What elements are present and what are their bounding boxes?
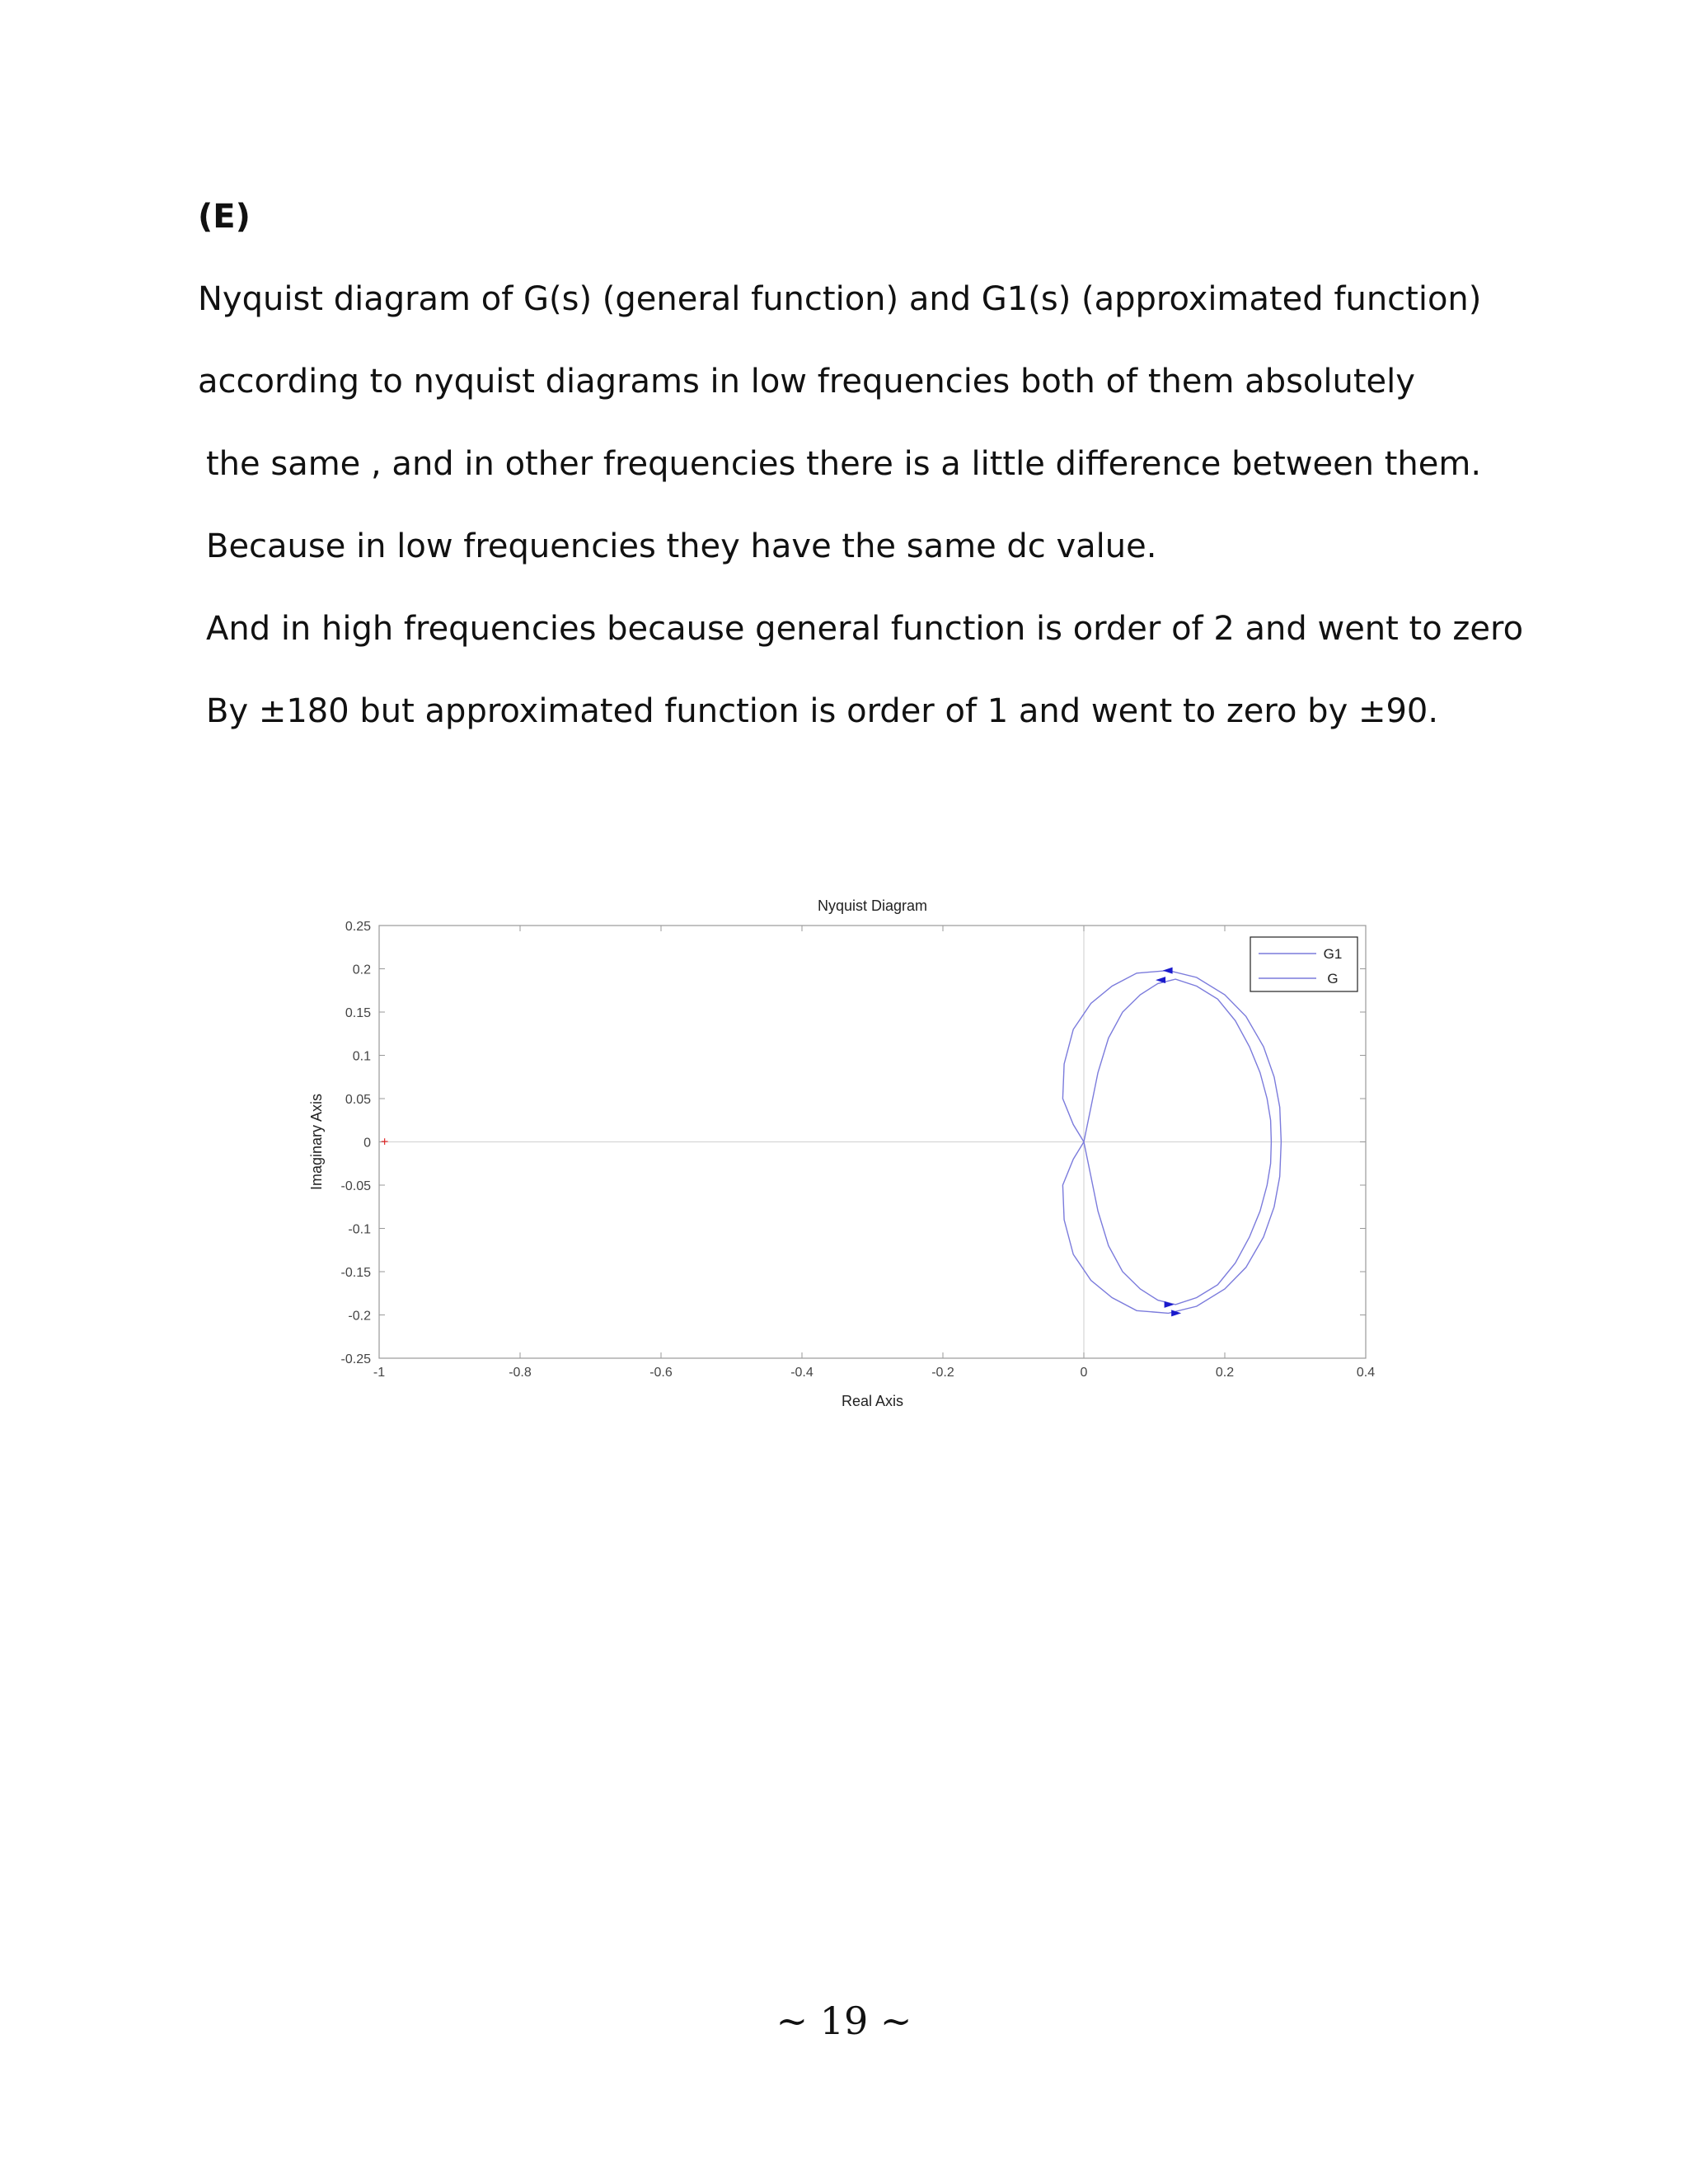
paragraph-line-1: Nyquist diagram of G(s) (general function) and G1(s) (approximated function) [198,280,1482,318]
y-tick-label: 0.25 [345,920,371,934]
legend-label-g: G [1327,971,1339,987]
y-tick-label: 0 [363,1136,371,1151]
paragraph-line-2: according to nyquist diagrams in low frequencies both of them absolutely [198,363,1415,401]
x-tick-label: -0.4 [790,1366,814,1380]
paragraph-line-6: By ±180 but approximated function is order of 1 and went to zero by ±90. [206,692,1439,730]
x-tick-label: 0.2 [1215,1366,1235,1380]
y-tick-label: 0.15 [345,1006,371,1020]
x-tick-label: -0.2 [931,1366,954,1380]
chart-title: Nyquist Diagram [817,898,928,914]
x-axis-label: Real Axis [841,1393,904,1409]
nyquist-chart [297,882,1393,1426]
x-tick-label: -0.8 [509,1366,532,1380]
y-tick-label: 0.2 [352,963,371,977]
legend-label-g1: G1 [1323,946,1343,962]
section-heading: (E) [198,198,251,236]
critical-point-marker: + [381,1135,389,1150]
y-tick-label: -0.1 [348,1222,371,1237]
paragraph-line-4: Because in low frequencies they have the same dc value. [206,527,1157,565]
legend-box [1250,937,1357,991]
y-tick-label: 0.1 [352,1049,371,1064]
y-tick-label: -0.15 [340,1266,371,1280]
x-tick-label: 0 [1080,1366,1088,1380]
x-tick-label: 0.4 [1356,1366,1376,1380]
direction-arrow-g [1163,968,1173,974]
y-tick-label: -0.2 [348,1309,371,1324]
page-number: ~ 19 ~ [776,1999,912,2043]
y-tick-label: 0.05 [345,1093,371,1107]
direction-arrow-g1 [1165,1301,1175,1308]
y-tick-label: -0.25 [340,1352,371,1366]
y-tick-label: -0.05 [340,1179,371,1193]
x-tick-label: -0.6 [649,1366,673,1380]
y-axis-label: Imaginary Axis [308,1093,325,1191]
x-tick-label: -1 [373,1366,386,1380]
paragraph-line-5: And in high frequencies because general function is order of 2 and went to zero [206,610,1524,648]
paragraph-line-3: the same , and in other frequencies there is a little difference between them. [206,445,1482,483]
